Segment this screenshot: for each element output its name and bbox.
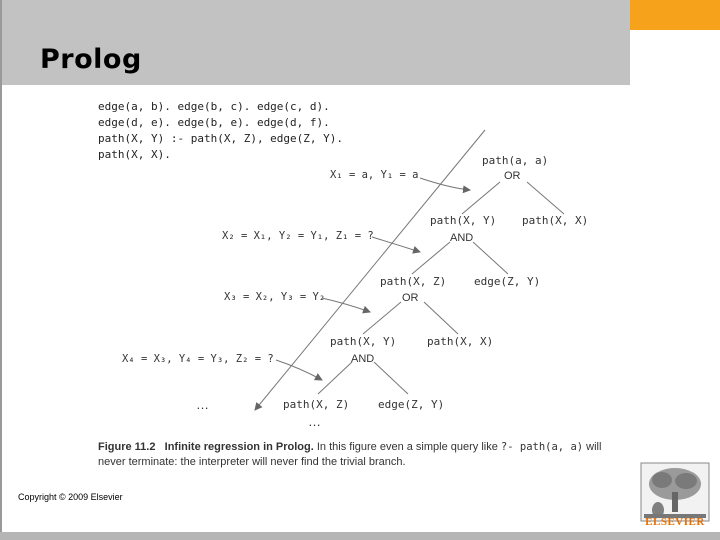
tree-node: path(X, Y) (330, 335, 397, 348)
figure-label: Figure 11.2 (98, 441, 156, 453)
left-edge-line (0, 0, 2, 540)
ellipsis: … (196, 397, 209, 412)
operator-or: OR (402, 292, 419, 304)
accent-box (630, 0, 720, 30)
publisher-logo-text: ELSEVIER (645, 516, 705, 528)
binding-arrow-4 (276, 360, 322, 380)
copyright: Copyright © 2009 Elsevier (18, 492, 123, 502)
tree-node: path(X, Z) (380, 275, 447, 288)
binding-arrow-2 (372, 237, 420, 252)
tree-node: path(X, Z) (283, 398, 350, 411)
tree-edge (424, 302, 458, 334)
tree-edge (412, 242, 450, 274)
tree-edge (363, 302, 401, 334)
page-title: Prolog (40, 44, 142, 75)
tree-node: edge(Z, Y) (474, 275, 541, 288)
figure-title: Infinite regression in Prolog. (164, 441, 314, 453)
caption-text: will never terminate: the interpreter will never find the trivial branch. (98, 441, 602, 468)
operator-or: OR (504, 170, 521, 182)
operator-and: AND (351, 353, 375, 365)
binding-label: X₃ = X₂, Y₃ = Y₂ (224, 291, 326, 303)
code-line: path(X, X). (98, 148, 171, 161)
tree-edge (462, 182, 500, 214)
figure-caption (98, 440, 618, 470)
ellipsis: … (308, 414, 321, 429)
tree-node: path(X, X) (522, 214, 589, 227)
tree-node-root: path(a, a) (482, 154, 549, 167)
figure (90, 92, 620, 492)
tree-node: path(X, Y) (430, 214, 497, 227)
code-line: edge(d, e). edge(b, e). edge(d, f). (98, 116, 330, 129)
binding-label: X₁ = a, Y₁ = a (330, 169, 419, 181)
tree-edge (527, 182, 564, 214)
binding-arrow-3 (322, 298, 370, 312)
tree-node: edge(Z, Y) (378, 398, 445, 411)
tree-node: path(X, X) (427, 335, 494, 348)
operator-and: AND (450, 232, 474, 244)
code-line: path(X, Y) :- path(X, Z), edge(Z, Y). (98, 132, 344, 145)
tree-edge (318, 362, 352, 394)
caption-query: ?- path(a, a) (500, 441, 584, 453)
caption-text: In this figure even a simple query like (316, 441, 498, 453)
footer-bar (0, 532, 720, 540)
code-line: edge(a, b). edge(b, c). edge(c, d). (98, 100, 330, 113)
binding-arrow-1 (420, 178, 470, 190)
binding-label: X₂ = X₁, Y₂ = Y₁, Z₁ = ? (222, 230, 374, 242)
tree-edge (473, 242, 508, 274)
tree-edge (374, 362, 408, 394)
binding-label: X₄ = X₃, Y₄ = Y₃, Z₂ = ? (122, 353, 274, 365)
